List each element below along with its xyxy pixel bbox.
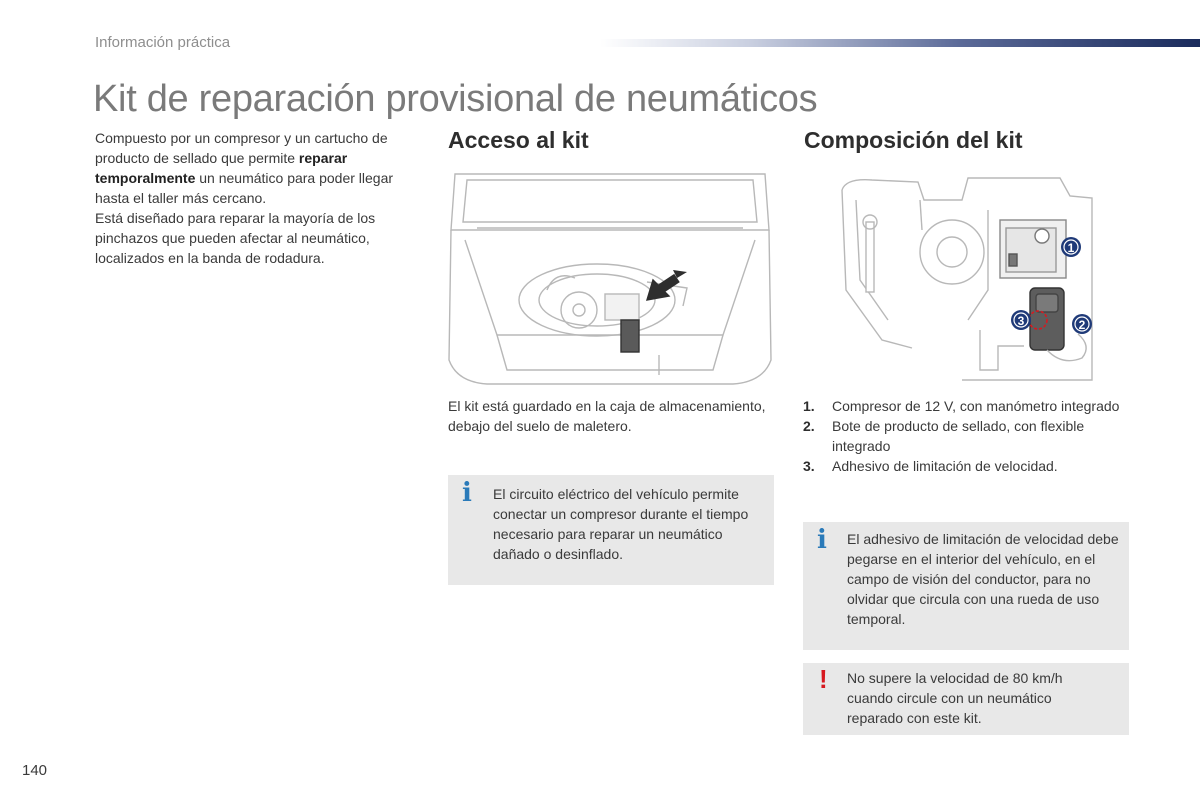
- kit-illustration: [802, 170, 1128, 388]
- composition-info-note: [803, 522, 1129, 650]
- access-caption: El kit está guardado en la caja de almacenamiento, debajo del suelo de maletero.: [448, 398, 766, 434]
- access-info-note: [448, 475, 774, 585]
- page-title: Kit de reparación provisional de neumáticos: [93, 78, 818, 120]
- trunk-illustration: [447, 170, 773, 388]
- composition-info-text: El adhesivo de limitación de velocidad debe pegarse en el interior del vehículo, en el campo de visión del conductor, para no olvidar que circula con una rueda de uso temporal.: [847, 531, 1119, 627]
- list-item-text: Bote de producto de sellado, con flexible integrado: [832, 418, 1085, 454]
- intro-text: [95, 128, 410, 268]
- list-item: [803, 416, 1123, 456]
- composition-list: [803, 396, 1123, 476]
- callout-1-label: 1: [1067, 241, 1075, 255]
- composition-warning-text: No supere la velocidad de 80 km/h cuando circule con un neumático reparado con este kit.: [847, 670, 1063, 726]
- header-gradient-bar: [600, 39, 1200, 47]
- composition-heading: Composición del kit: [804, 127, 1023, 153]
- list-item: [803, 456, 1123, 476]
- section-label: Información práctica: [95, 34, 231, 51]
- list-item-number: 2.: [803, 418, 815, 434]
- info-icon: i: [817, 525, 827, 555]
- intro-paragraph-2: Está diseñado para reparar la mayoría de los pinchazos que pueden afectar al neumático, localizados en la banda de rodadura.: [95, 210, 376, 266]
- intro-text-part: un neumático para poder llegar hasta el taller más cercano.: [95, 170, 394, 206]
- list-item-number: 1.: [803, 398, 815, 414]
- intro-text-part: Compuesto por un compresor y un cartucho de producto de sellado que permite: [95, 130, 388, 166]
- callout-3-label: 3: [1017, 314, 1025, 328]
- page-number: 140: [22, 762, 48, 779]
- access-heading: Acceso al kit: [448, 127, 589, 153]
- warning-icon: !: [819, 664, 828, 694]
- intro-paragraph-1: [95, 128, 410, 208]
- list-item: [803, 396, 1123, 416]
- composition-warning-note: [803, 663, 1129, 735]
- list-item-number: 3.: [803, 458, 815, 474]
- info-icon: i: [462, 478, 472, 508]
- callout-2-label: 2: [1078, 318, 1086, 332]
- list-item-text: Adhesivo de limitación de velocidad.: [832, 458, 1058, 474]
- intro-bold-text: reparar temporalmente: [95, 150, 348, 186]
- access-note-text: El circuito eléctrico del vehículo permite conectar un compresor durante el tiempo necesario para reparar un neumático dañado o desinflado.: [493, 486, 749, 562]
- list-item-text: Compresor de 12 V, con manómetro integrado: [832, 398, 1120, 414]
